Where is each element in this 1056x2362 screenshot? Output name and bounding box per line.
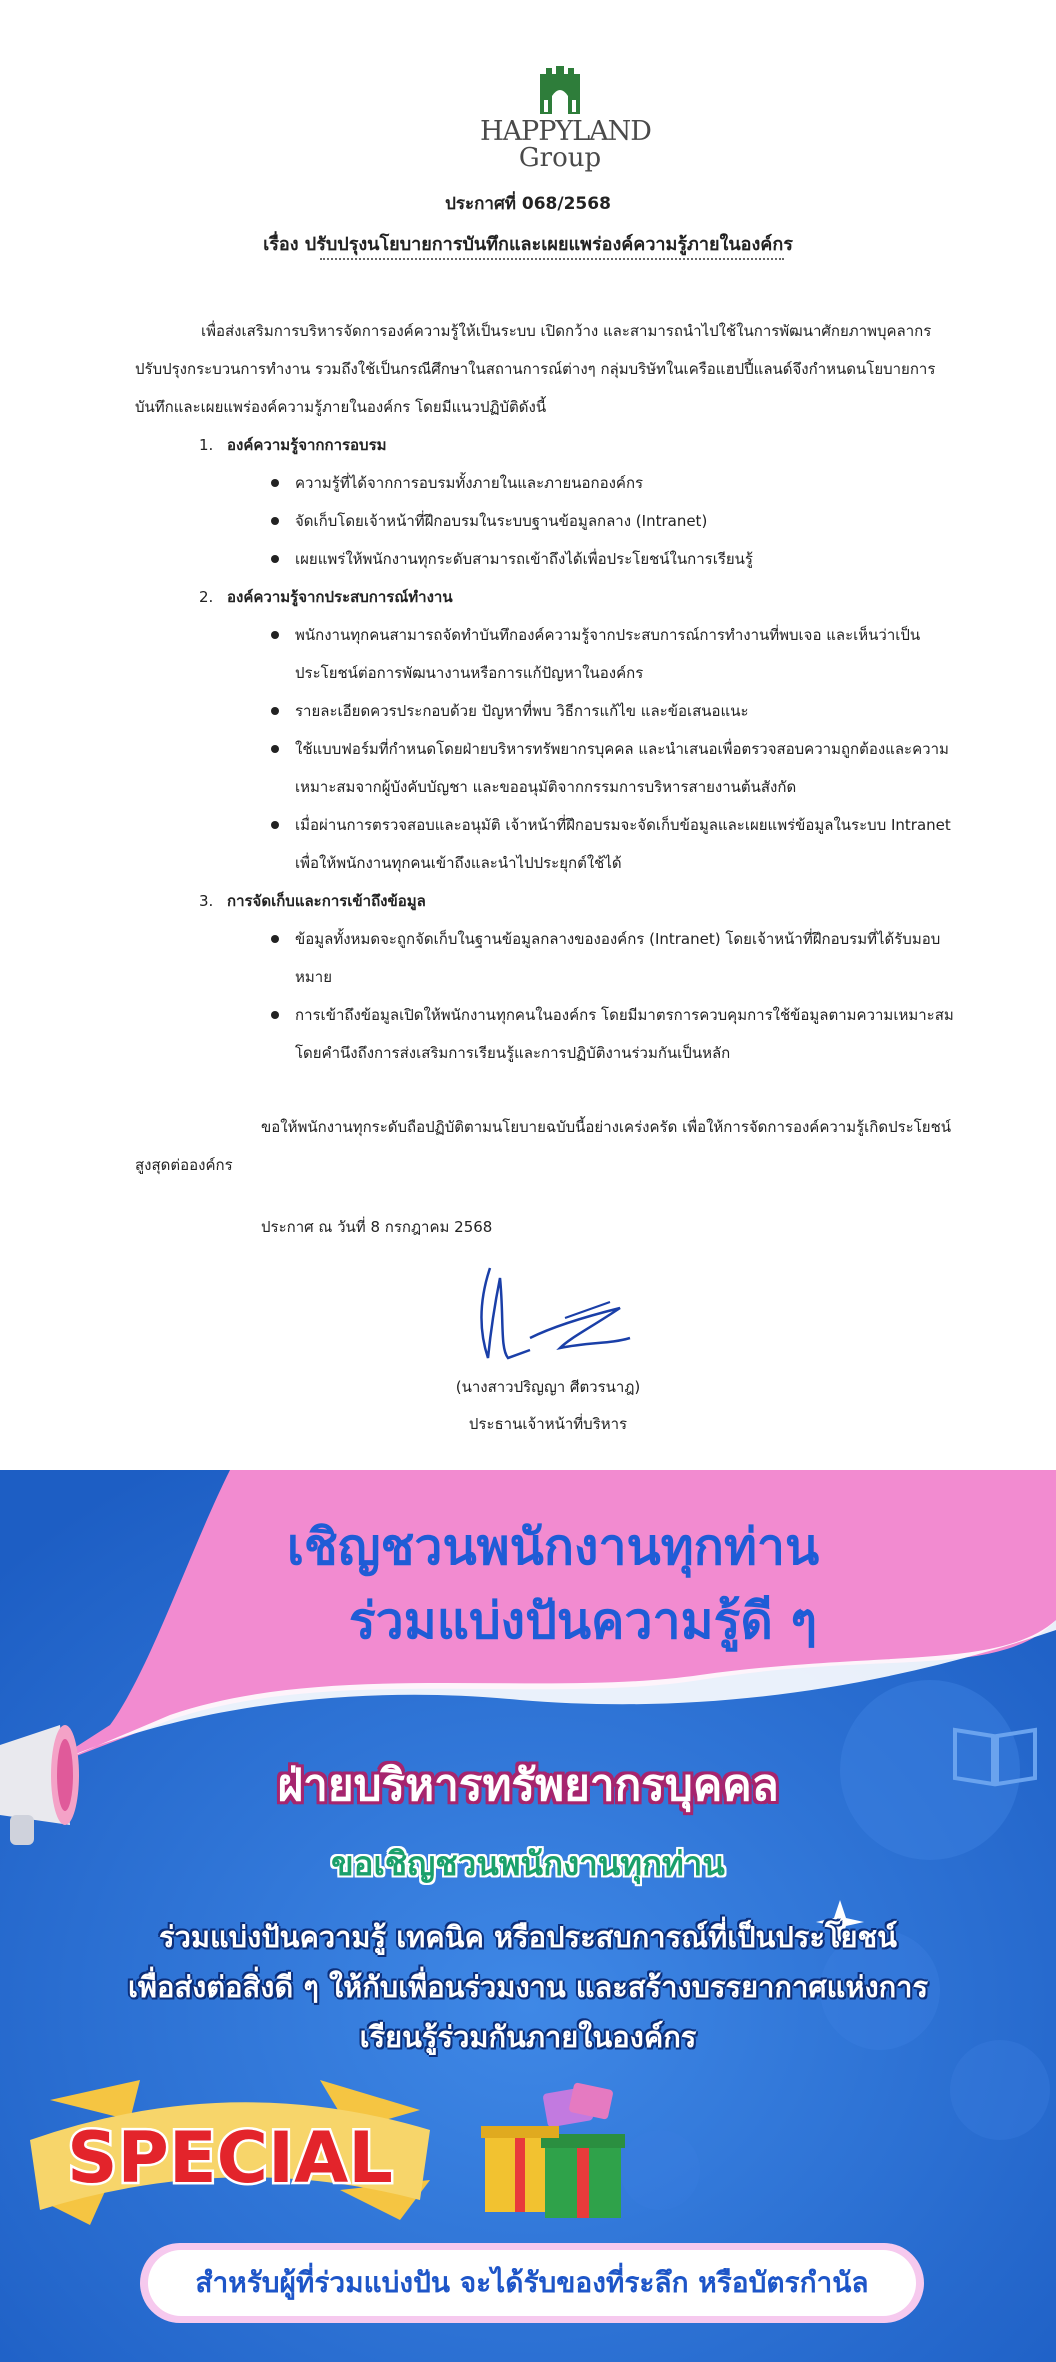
bullet-icon bbox=[271, 821, 279, 829]
signature bbox=[470, 1258, 640, 1378]
list-item bbox=[135, 806, 965, 882]
section-title-text: องค์ความรู้จากการอบรม bbox=[227, 436, 387, 454]
list-item-text: ข้อมูลทั้งหมดจะถูกจัดเก็บในฐานข้อมูลกลางขององค์กร (Intranet) โดยเจ้าหน้าที่ฝึกอบรมที่ได้รับมอบหมาย bbox=[295, 930, 941, 986]
bullet-list bbox=[135, 616, 965, 882]
letter-body bbox=[135, 312, 965, 1246]
list-item-text: เผยแพร่ให้พนักงานทุกระดับสามารถเข้าถึงได้เพื่อประโยชน์ในการเรียนรู้ bbox=[295, 550, 753, 568]
bullet-icon bbox=[271, 935, 279, 943]
list-item-text: ใช้แบบฟอร์มที่กำหนดโดยฝ่ายบริหารทรัพยากรบุคคล และนำเสนอเพื่อตรวจสอบความถูกต้องและความเหมาะสมจากผู้บังคับบัญชา และขออนุมัติจากกรรมการบริหารสายงานต้นสังกัด bbox=[295, 740, 949, 796]
signer-name: (นางสาวปริญญา ศีตวรนาฎ) bbox=[455, 1378, 641, 1396]
logo-text-happyland: HAPPYLAND bbox=[480, 116, 651, 147]
section-title bbox=[135, 882, 965, 920]
list-item-text: การเข้าถึงข้อมูลเปิดให้พนักงานทุกคนในองค์กร โดยมีมาตรการควบคุมการใช้ข้อมูลตามความเหมาะสม โดยคำนึงถึงการส่งเสริมการเรียนรู้และการปฏิบัติงานร่วมกันเป็นหลัก bbox=[295, 1006, 954, 1062]
bullet-list bbox=[135, 920, 965, 1072]
invite-all-employees: ขอเชิญชวนพนักงานทุกท่าน bbox=[331, 1844, 725, 1883]
list-item-text: รายละเอียดควรประกอบด้วย ปัญหาที่พบ วิธีการแก้ไข และข้อเสนอแนะ bbox=[295, 702, 749, 720]
share-line: ร่วมแบ่งปันความรู้ เทคนิค หรือประสบการณ์ที่เป็นประโยชน์ bbox=[159, 1920, 897, 1954]
bullet-icon bbox=[271, 707, 279, 715]
bullet-icon bbox=[271, 479, 279, 487]
logo-text-group: Group bbox=[518, 143, 602, 173]
section-number: 2. bbox=[199, 588, 214, 606]
list-item-text: ความรู้ที่ได้จากการอบรมทั้งภายในและภายนอกองค์กร bbox=[295, 474, 644, 492]
banner-headline-line1: เชิญชวนพนักงานทุกท่าน bbox=[286, 1518, 820, 1576]
bullet-icon bbox=[271, 631, 279, 639]
share-line: เพื่อส่งต่อสิ่งดี ๆ ให้กับเพื่อนร่วมงาน และสร้างบรรยากาศแห่งการ bbox=[127, 1970, 929, 2004]
share-line: เรียนรู้ร่วมกันภายในองค์กร bbox=[359, 2020, 697, 2054]
list-item bbox=[135, 502, 965, 540]
list-item-text: จัดเก็บโดยเจ้าหน้าที่ฝึกอบรมในระบบฐานข้อมูลกลาง (Intranet) bbox=[295, 512, 708, 530]
gift-box-icon bbox=[475, 2082, 635, 2222]
signer-position: ประธานเจ้าหน้าที่บริหาร bbox=[468, 1415, 628, 1433]
list-item bbox=[135, 996, 965, 1072]
list-item-text: เมื่อผ่านการตรวจสอบและอนุมัติ เจ้าหน้าที่ฝึกอบรมจะจัดเก็บข้อมูลและเผยแพร่ข้อมูลในระบบ Intranet เพื่อให้พนักงานทุกคนเข้าถึงและนำไปประยุกต์ใช้ได้ bbox=[295, 816, 951, 872]
list-item-text: พนักงานทุกคนสามารถจัดทำบันทึกองค์ความรู้จากประสบการณ์การทำงานที่พบเจอ และเห็นว่าเป็นประโยชน์ต่อการพัฒนางานหรือการแก้ปัญหาในองค์กร bbox=[295, 626, 921, 682]
dotted-divider bbox=[320, 258, 784, 260]
section-title-text: องค์ความรู้จากประสบการณ์ทำงาน bbox=[227, 588, 453, 606]
bullet-icon bbox=[271, 517, 279, 525]
share-message bbox=[0, 1912, 1056, 2062]
bullet-list bbox=[135, 464, 965, 578]
reward-text: สำหรับผู้ที่ร่วมแบ่งปัน จะได้รับของที่ระลึก หรือบัตรกำนัล bbox=[195, 2266, 869, 2299]
announcement-subject: เรื่อง ปรับปรุงนโยบายการบันทึกและเผยแพร่องค์ความรู้ภายในองค์กร bbox=[263, 234, 793, 255]
section-title bbox=[135, 426, 965, 464]
list-item bbox=[135, 464, 965, 502]
section-title bbox=[135, 578, 965, 616]
closing-paragraph: ขอให้พนักงานทุกระดับถือปฏิบัติตามนโยบายฉบับนี้อย่างเคร่งครัด เพื่อให้การจัดการองค์ความรู้เกิดประโยชน์สูงสุดต่อองค์กร bbox=[135, 1118, 952, 1174]
list-item bbox=[135, 730, 965, 806]
list-item bbox=[135, 692, 965, 730]
list-item bbox=[135, 920, 965, 996]
list-item bbox=[135, 540, 965, 578]
special-text: SPECIAL bbox=[67, 2117, 393, 2199]
section-number: 1. bbox=[199, 436, 214, 454]
bullet-icon bbox=[271, 745, 279, 753]
department-name: ฝ่ายบริหารทรัพยากรบุคคล bbox=[277, 1760, 779, 1811]
bullet-icon bbox=[271, 555, 279, 563]
company-logo bbox=[480, 60, 651, 180]
reward-pill bbox=[140, 2243, 924, 2323]
section-number: 3. bbox=[199, 892, 214, 910]
banner-headline-line2: ร่วมแบ่งปันความรู้ดี ๆ bbox=[348, 1592, 818, 1650]
announcement-date: ประกาศ ณ วันที่ 8 กรกฎาคม 2568 bbox=[261, 1218, 493, 1236]
intro-paragraph: เพื่อส่งเสริมการบริหารจัดการองค์ความรู้ให้เป็นระบบ เปิดกว้าง และสามารถนำไปใช้ในการพัฒนาศักยภาพบุคลากร ปรับปรุงกระบวนการทำงาน รวมถึงใช้เป็นกรณีศึกษาในสถานการณ์ต่างๆ กลุ่มบริษัทในเครือแฮปปี้แลนด์จึงกำหนดนโยบายการบันทึกและเผยแพร่องค์ความรู้ภายในองค์กร โดยมีแนวปฏิบัติดังนี้ bbox=[135, 322, 936, 416]
bullet-icon bbox=[271, 1011, 279, 1019]
special-badge bbox=[20, 2060, 440, 2230]
invitation-banner bbox=[0, 1470, 1056, 2362]
announcement-number: ประกาศที่ 068/2568 bbox=[445, 194, 611, 214]
list-item bbox=[135, 616, 965, 692]
castle-logo-icon bbox=[532, 60, 588, 116]
section-title-text: การจัดเก็บและการเข้าถึงข้อมูล bbox=[227, 892, 426, 910]
